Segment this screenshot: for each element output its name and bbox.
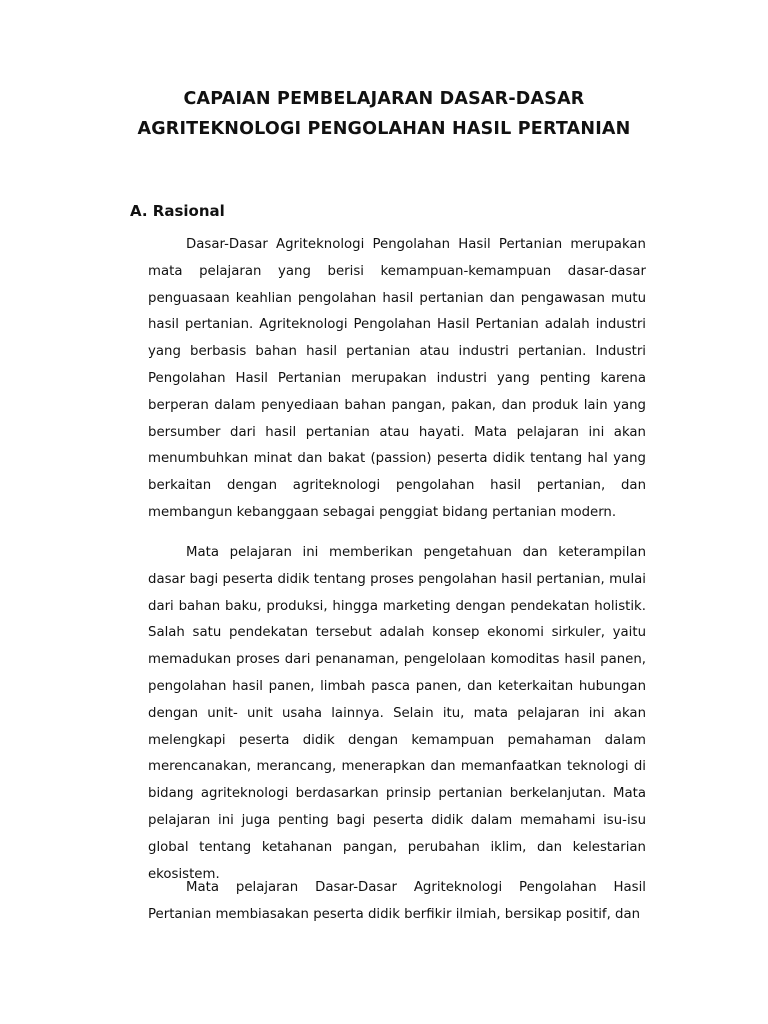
paragraph-3: Mata pelajaran Dasar-Dasar Agriteknologi Pengolahan Hasil Pertanian membiasakan peserta didik berfikir ilmiah, bersikap positif, dan [148, 880, 646, 922]
title-line-1: CAPAIAN PEMBELAJARAN DASAR-DASAR [183, 89, 585, 109]
document-title [0, 84, 768, 144]
title-line-2: AGRITEKNOLOGI PENGOLAHAN HASIL PERTANIAN [137, 119, 631, 139]
paragraph-2: Mata pelajaran ini memberikan pengetahuan dan keterampilan dasar bagi peserta didik tentang proses pengolahan hasil pertanian, mulai dari bahan baku, produksi, hingga marketing dengan pendekatan holistik. Salah satu pendekatan tersebut adalah konsep ekonomi sirkuler, yaitu memadukan proses dari penanaman, pengelolaan komoditas hasil panen, pengolahan hasil panen, limbah pasca panen, dan keterkaitan hubungan dengan unit- unit usaha lainnya. Selain itu, mata pelajaran ini akan melengkapi peserta didik dengan kemampuan pemahaman dalam merencanakan, merancang, menerapkan dan memanfaatkan teknologi di bidang agriteknologi berdasarkan prinsip pertanian berkelanjutan. Mata pelajaran ini juga penting bagi peserta didik dalam memahami isu-isu global tentang ketahanan pangan, perubahan iklim, dan kelestarian ekosistem. [148, 545, 646, 882]
paragraph-1: Dasar-Dasar Agriteknologi Pengolahan Hasil Pertanian merupakan mata pelajaran yang berisi kemampuan-kemampuan dasar-dasar penguasaan keahlian pengolahan hasil pertanian dan pengawasan mutu hasil pertanian. Agriteknologi Pengolahan Hasil Pertanian adalah industri yang berbasis bahan hasil pertanian atau industri pertanian. Industri Pengolahan Hasil Pertanian merupakan industri yang penting karena berperan dalam penyediaan bahan pangan, pakan, dan produk lain yang bersumber dari hasil pertanian atau hayati. Mata pelajaran ini akan menumbuhkan minat dan bakat (passion) peserta didik tentang hal yang berkaitan dengan agriteknologi pengolahan hasil pertanian, dan membangun kebanggaan sebagai penggiat bidang pertanian modern. [148, 237, 646, 520]
section-heading-rasional: A. Rasional [130, 202, 225, 220]
